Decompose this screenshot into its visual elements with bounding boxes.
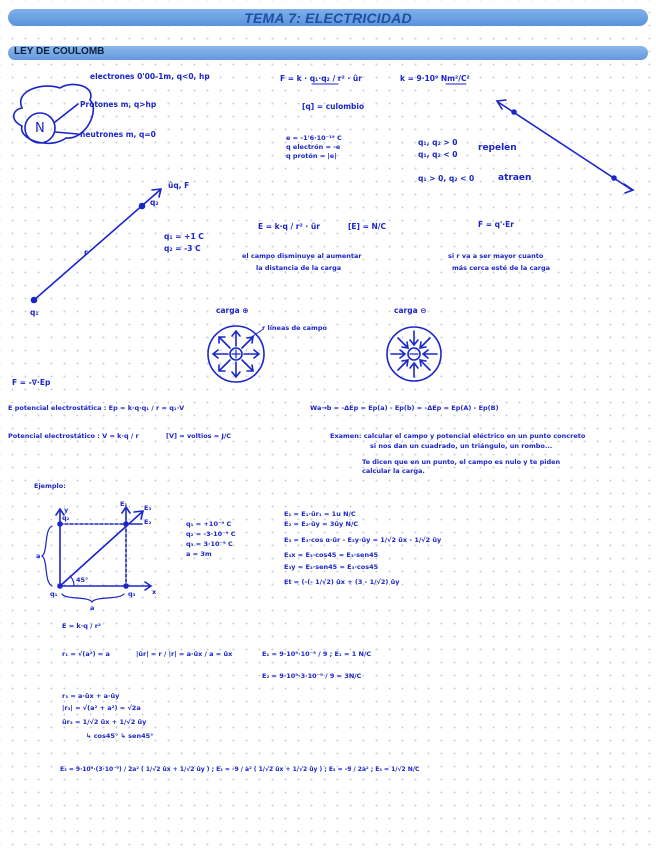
e1-label: E₁ xyxy=(120,500,128,508)
q2-value: q₂ = -3 C xyxy=(164,244,201,253)
exam-note-4: calcular la carga. xyxy=(362,467,425,475)
e2-value: E₂ = 9·10⁹·3·10⁻⁹ / 9 = 3N/C xyxy=(262,672,362,680)
cos-sen-note: ↳ cos45° ↳ sen45° xyxy=(86,732,154,740)
r1-value: r₁ = √(a²) = a xyxy=(62,650,110,658)
k-constant: k = 9·10⁹ Nm²/C² xyxy=(400,74,470,83)
field-note-2b: más cerca esté de la carga xyxy=(452,264,551,272)
potential: Potencial electrostático : V = k·q / r xyxy=(8,432,139,440)
e-formula: E = k·q / r² xyxy=(62,622,101,630)
rule-same-negative: q₁, q₂ < 0 xyxy=(418,150,458,159)
sum-line-4: E₃x = E₃·cos45 = E₃·sen45 xyxy=(284,551,379,559)
charge-q2-dot xyxy=(140,204,145,209)
point-dot xyxy=(124,522,128,526)
repelen-text: repelen xyxy=(478,143,517,153)
positive-charge-field xyxy=(208,326,264,382)
q1-value: q₁ = +1 C xyxy=(164,232,204,241)
plus-sign xyxy=(232,350,240,358)
charge-dot xyxy=(58,584,62,588)
sum-line-2: E₂ = E₂·ûy = 3ûy N/C xyxy=(284,520,359,528)
field-formula: E = k·q / r² · ûr xyxy=(258,222,320,231)
exam-note-1: Examen: calcular el campo y potencial eléctrico en un punto concreto xyxy=(330,432,586,440)
example-square-diagram xyxy=(42,507,151,602)
example-heading: Ejemplo: xyxy=(34,482,66,490)
e3-final: E₃ = 9·10⁹·(3·10⁻⁹) / 2a² ( 1/√2 ûx + 1/√2 ûy ) ; E₃ = -9 / a² ( 1/√2 ûx + 1/√2 ûy ) ; E₃ = -9 / 2a² ; E₃ = 1/√2 N/C xyxy=(60,766,420,773)
charge-q1-dot xyxy=(32,298,37,303)
field-note-1b: la distancia de la carga xyxy=(256,264,342,272)
y-axis-label: y xyxy=(64,506,69,514)
r3-vector: r₃ = a·ûx + a·ûy xyxy=(62,692,120,700)
sum-line-5: E₃y = E₃·sen45 = E₃·cos45 xyxy=(284,563,379,571)
r-label: r xyxy=(84,248,88,257)
ur3-vector: ûr₃ = 1/√2 ûx + 1/√2 ûy xyxy=(62,718,147,726)
example-q2: q₂ = -3·10⁻⁹ C xyxy=(186,530,236,538)
nucleus-label: N xyxy=(35,121,45,136)
pointer-line xyxy=(55,104,78,122)
work-formula: Wa→b = -ΔEp = Ep(a) - Ep(b) = -ΔEp = Ep(A) - Ep(B) xyxy=(310,404,499,412)
q2-label: q₂ xyxy=(150,198,159,207)
charge-unit: [q] = culombio xyxy=(302,102,365,111)
electron-charge: e = -1'6·10⁻¹⁹ C xyxy=(286,134,342,142)
neutrones-text: neutrones m, q=0 xyxy=(80,130,156,139)
e3-label: E₃ xyxy=(144,504,152,512)
electron-q: q electrón = -e xyxy=(286,143,341,151)
example-a: a = 3m xyxy=(186,550,212,558)
charge-dot xyxy=(512,110,516,114)
atraen-text: atraen xyxy=(498,173,532,183)
negative-charge-field xyxy=(387,327,441,381)
q1-corner-label: q₁ xyxy=(50,590,58,598)
carga-negative-label: carga ⊖ xyxy=(394,306,427,315)
example-q3: q₃ = 3·10⁻⁹ C xyxy=(186,540,233,548)
potential-energy: E potencial electrostática : Ep = k·q·q₁ / r = q₁·V xyxy=(8,404,185,412)
angle-arc xyxy=(70,576,74,586)
uq-f-label: ûq, F xyxy=(168,181,190,190)
proton-q: q protón = |e| xyxy=(286,152,337,160)
protones-text: Protones m, q>hp xyxy=(80,100,157,109)
q1-label: q₁ xyxy=(30,308,39,317)
q3-corner-label: q₃ xyxy=(128,590,136,598)
field-note-1: el campo disminuye al aumentar xyxy=(242,252,362,260)
page-title: TEMA 7: ELECTRICIDAD xyxy=(244,10,412,26)
brace-left xyxy=(42,526,52,586)
angle-label: 45° xyxy=(76,576,89,584)
exam-note-2: si nos dan un cuadrado, un triángulo, un rombo... xyxy=(370,442,553,450)
a-bottom-label: a xyxy=(90,604,95,612)
rule-same-positive: q₁, q₂ > 0 xyxy=(418,138,458,147)
charge-dot xyxy=(58,522,62,526)
sum-line-6: Et = (-(- 1/√2) ûx + (3 - 1/√2) ûy xyxy=(284,578,400,586)
electrones-text: electrones 0'00-1m, q<0, hp xyxy=(90,72,210,81)
section-title: LEY DE COULOMB xyxy=(14,46,105,57)
exam-note-3: Te dicen que en un punto, el campo es nulo y te piden xyxy=(362,458,561,466)
rule-opposite: q₁ > 0, q₂ < 0 xyxy=(418,174,475,183)
charge-dot xyxy=(124,584,128,588)
charge-dot xyxy=(612,176,616,180)
field-unit: [E] = N/C xyxy=(348,222,387,231)
x-axis-label: x xyxy=(152,588,157,596)
field-lines-label: r líneas de campo xyxy=(262,324,327,332)
e2-label: E₂ xyxy=(144,518,152,526)
ur-value: |ûr| = r / |r| = a·ûx / a = ûx xyxy=(136,650,233,658)
brace-bottom xyxy=(62,594,124,602)
coulomb-left-diagram xyxy=(32,189,162,303)
sum-line-1: E₁ = E₁·ûr₁ = 1u N/C xyxy=(284,510,356,518)
diagonal xyxy=(60,512,142,586)
coulomb-formula: F = k · q₁·q₂ / r² · ûr xyxy=(280,74,362,83)
a-side-label: a xyxy=(36,552,41,560)
e1-value: E₁ = 9·10⁹·10⁻⁹ / 9 ; E₁ = 1 N/C xyxy=(262,650,372,658)
carga-positive-label: carga ⊕ xyxy=(216,306,249,315)
force-field: F = q'·Er xyxy=(478,220,514,229)
force-gradient: F = -∇·Ep xyxy=(12,378,51,387)
potential-unit: [V] = voltios = J/C xyxy=(166,432,232,440)
pointer-line xyxy=(55,132,78,134)
q2-corner-label: q₂ xyxy=(62,514,70,522)
field-note-2: si r va a ser mayor cuanto xyxy=(448,252,544,260)
r3-modulus: |r₃| = √(a² + a²) = √2a xyxy=(62,704,141,712)
sum-line-3: E₃ = E₃·cos α·ûr - E₃y·ûy = 1/√2 ûx - 1/√2 ûy xyxy=(284,536,442,544)
example-q1: q₁ = +10⁻⁹ C xyxy=(186,520,232,528)
